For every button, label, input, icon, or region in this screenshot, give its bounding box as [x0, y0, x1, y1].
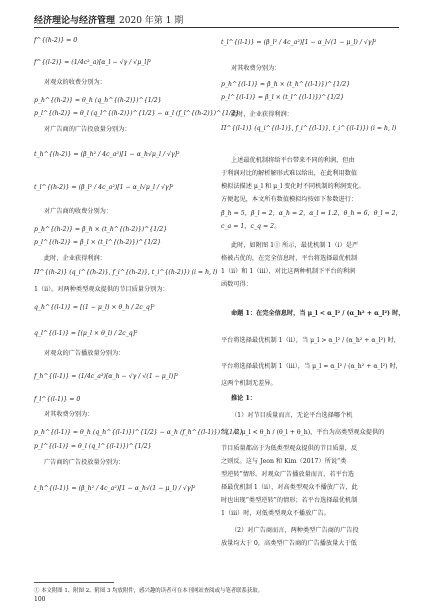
text-line: Π^{(l-1)} (q_i^{(l-1)}, f_i^{(l-1)}, t_i^{(l-1)}) (i = h, l) — [221, 125, 397, 132]
text-line: f_h^{(l-1)} = (1/4c_a²)[α_h − √γ / √(1 − μ_l)]² — [34, 373, 179, 380]
text-line: p_h^{(h-2)} = θ_h (q_h^{(h-2)})^{1/2} — [34, 97, 162, 104]
text-line: c_a = 1，c_q = 2。 — [221, 223, 281, 230]
text-line: 节目质量都高于为低类型观众提供的节目质量，反 — [221, 445, 358, 452]
text-line: 1（iii）时，对低类型观众不播放广告。 — [221, 510, 330, 517]
text-line: 放量均大于 0，高类型广告商的广告播放量大于低 — [221, 540, 357, 547]
text-line: 对其收费分别为： — [44, 411, 94, 418]
journal-title: 经济理论与经济管理 — [34, 16, 116, 26]
text-line: p_h^{(l-1)} = β_h × (t_h^{(l-1)})^{1/2} — [221, 81, 351, 88]
text-line: 此时，企业获得利润： — [231, 111, 293, 118]
text-line: 格被占优的，在完全信息时，平台将选择最优机制 — [221, 255, 358, 262]
text-line: 这两个机制无差异。 — [221, 380, 277, 387]
text-line: f^{(l-2)} = (1/4c²_a)[α_l − √γ / √μ_l]² — [34, 59, 152, 66]
text-line: 函数可得： — [221, 281, 252, 288]
page-number: 100 — [34, 596, 46, 603]
text-line: 平台将选择最优机制 1（ii），当 μ_l > α_l² / (α_h² + α_l²) 时， — [221, 337, 400, 344]
text-line: （1）对节目质量而言，无论平台选择哪个机 — [231, 412, 353, 419]
text-line: 1（ii）。对两种类型观众提供的节目质量分别为： — [34, 286, 169, 293]
text-line: 广告商的广告投放量分别为： — [44, 459, 125, 466]
text-line: Π^{(h-2)} (q_i^{(h-2)}, f_i^{(h-2)}, t_i^{(h-2)}) (i = h, l) — [34, 269, 218, 276]
text-line: 时也出现“类型逆转”的情形；若平台选择最优机制 — [221, 497, 358, 504]
text-line: 方便起见，本文所有数值模拟均按如下参数进行： — [221, 196, 358, 203]
text-line: 此时，如附图 1① 所示，最优机制 1（i）是严 — [231, 242, 359, 249]
text-line: p_h^{(l-1)} = θ_h (q_h^{(l-1)})^{1/2} − α_h (f_h^{(l-1)})^{1/2} — [34, 429, 244, 436]
text-line: p_h^{(h-2)} = β_h × (t_h^{(h-2)})^{1/2} — [34, 226, 168, 233]
text-line: 型逆转”情形。对观众广告播放量而言，若平台选 — [221, 471, 355, 478]
text-line: p_l^{(h-2)} = β_l × (t_l^{(h-2)})^{1/2} — [34, 239, 162, 246]
text-line: t_h^{(l-1)} = (β_h² / 4c_a²)[1 − α_h√(1 − μ_l) / √γ]² — [34, 485, 196, 492]
text-line: 命题 1：在完全信息时，当 μ_l < α_l² / (α_h² + α_l²) 时， — [231, 310, 405, 317]
text-line: 模拟法描述 μ_l 和 μ_l 变化时不同机制的利润变化。 — [221, 183, 365, 190]
text-line: 平台将选择最优机制 1（iii），当 μ_l = α_l² / (α_h² + α_l²) 时， — [221, 363, 402, 370]
text-line: p_l^{(l-1)} = θ_l (q_l^{(l-1)})^{1/2} — [34, 443, 152, 450]
footnote-rule — [34, 582, 114, 583]
text-line: 于利润对比的解析解形式难以给出，在此利用数值 — [221, 170, 358, 177]
text-line: 对观众的广告播放量分别为： — [44, 350, 125, 357]
text-line: 对其收费分别为： — [231, 65, 281, 72]
text-line: 之则反。这与 Jeon 和 Kim（2017）所说“类 — [221, 458, 347, 465]
text-line: 对观众的收费分别为： — [44, 79, 106, 86]
text-line: t_l^{(l-1)} = (β_l² / 4c_a²)[1 − α_l√(1 − μ_l) / √γ]² — [221, 39, 377, 46]
text-line: 制，若 μ_l < θ_h / (θ_l + θ_h)，平台为高类型观众提供的 — [221, 429, 385, 436]
text-line: β_h = 5，β_l = 2，α_h = 2，α_l = 1.2，θ_h = 6，θ_l = 2， — [221, 210, 402, 217]
text-line: t_l^{(h-2)} = (β_l² / 4c_a²)[1 − α_l√μ_l / √γ]² — [34, 184, 174, 191]
text-line: p_l^{(l-1)} = β_l × (t_l^{(l-1)})^{1/2} — [221, 94, 345, 101]
text-line: 推论 1： — [231, 395, 257, 402]
text-line: q_h^{(l-1)} = [(1 − μ_l) × θ_h / 2c_q]² — [34, 304, 155, 311]
journal-header — [34, 13, 183, 26]
text-line: 上述最优机制将给平台带来不同的利润，但由 — [231, 157, 355, 164]
text-line: 对广告商的收费分别为： — [44, 208, 113, 215]
header-rule — [34, 27, 399, 28]
footnote: ① 本文附图 1、附图 2、附图 3 均放附件，感兴趣的读者可在本刊网站查阅或与笔者联系获取。 — [34, 588, 264, 594]
text-line: 此时，企业获得利润： — [44, 255, 106, 262]
text-line: t_h^{(h-2)} = (β_h² / 4c_a²)[1 − α_h√μ_l / √γ]² — [34, 151, 180, 158]
text-line: 对广告商的广告投放量分别为： — [44, 126, 131, 133]
text-line: q_l^{(l-1)} = [(μ_l × θ_l) / 2c_q]² — [34, 330, 138, 337]
text-line: f^{(h-2)} = 0 — [34, 37, 78, 44]
text-line: f_l^{(l-1)} = 0 — [34, 396, 81, 403]
issue-label: 2020 年第 1 期 — [119, 16, 184, 26]
text-line: 1（ii）和 1（iii），对比这两种机制下平台的利润 — [221, 268, 356, 275]
text-line: 择最优机制 1（ii），对高类型观众不播放广告，此 — [221, 484, 358, 491]
text-line: p_l^{(h-2)} = θ_l (q_l^{(h-2)})^{1/2} − α_l (f_l^{(h-2)})^{1/2} — [34, 110, 240, 117]
text-line: （2）对广告商而言，两种类型广告商的广告投 — [231, 527, 359, 534]
